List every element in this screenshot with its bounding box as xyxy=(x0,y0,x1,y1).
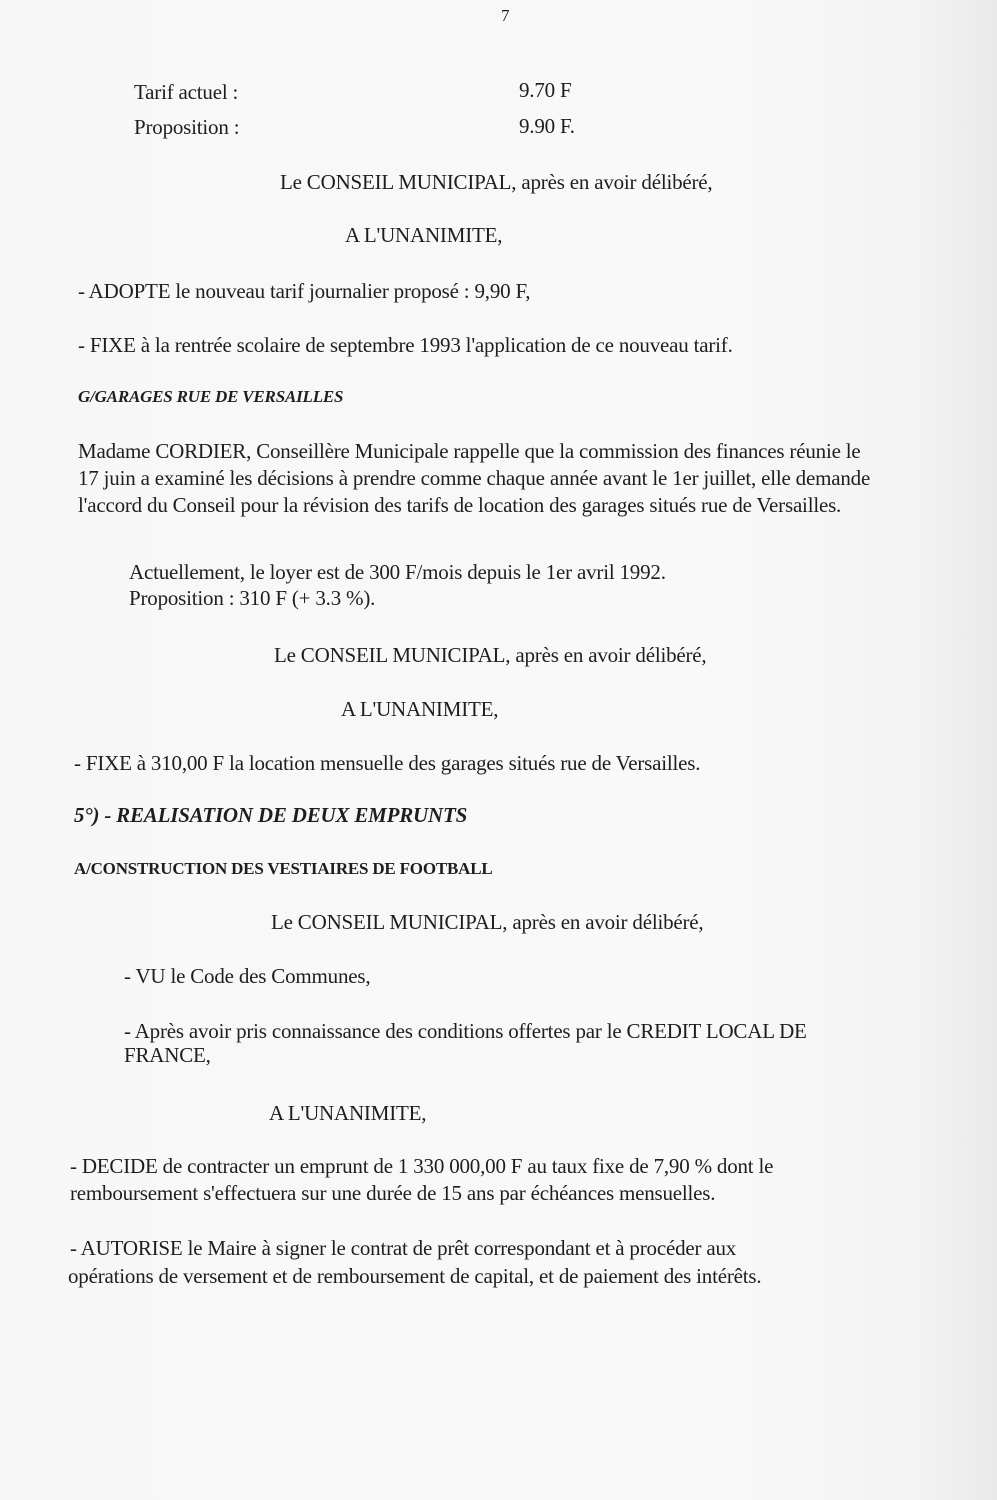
garages-paragraph-line-1: Madame CORDIER, Conseillère Municipale rappelle que la commission des finances réunie le xyxy=(78,439,861,463)
decision-adopte: - ADOPTE le nouveau tarif journalier proposé : 9,90 F, xyxy=(78,279,531,303)
garages-paragraph-line-2: 17 juin a examiné les décisions à prendre comme chaque année avant le 1er juillet, elle demande xyxy=(78,466,871,490)
section-heading-emprunts: 5°) - REALISATION DE DEUX EMPRUNTS xyxy=(74,803,468,827)
decision-fixe-rentree: - FIXE à la rentrée scolaire de septembre 1993 l'application de ce nouveau tarif. xyxy=(78,333,733,357)
page-number: 7 xyxy=(501,6,510,25)
vu-code-communes: - VU le Code des Communes, xyxy=(124,964,371,988)
conseil-deliberation-3: Le CONSEIL MUNICIPAL, après en avoir délibéré, xyxy=(271,910,704,934)
decision-autorise-line-1: - AUTORISE le Maire à signer le contrat de prêt correspondant et à procéder aux xyxy=(70,1236,737,1260)
decision-decide-line-2: remboursement s'effectuera sur une durée de 15 ans par échéances mensuelles. xyxy=(70,1181,716,1205)
apres-connaissance-line-2: FRANCE, xyxy=(124,1043,211,1067)
conseil-deliberation-2: Le CONSEIL MUNICIPAL, après en avoir délibéré, xyxy=(274,643,707,667)
tarif-proposition-value: 9.90 F. xyxy=(519,114,575,138)
tarif-actuel-value: 9.70 F xyxy=(519,78,572,102)
decision-autorise-line-2: opérations de versement et de remboursement de capital, et de paiement des intérêts. xyxy=(68,1264,762,1288)
garages-paragraph-line-3: l'accord du Conseil pour la révision des tarifs de location des garages situés rue de Versailles. xyxy=(78,493,842,517)
garages-loyer-actuel: Actuellement, le loyer est de 300 F/mois depuis le 1er avril 1992. xyxy=(129,560,666,584)
unanimite-2: A L'UNANIMITE, xyxy=(341,697,499,721)
section-heading-garages: G/GARAGES RUE DE VERSAILLES xyxy=(78,387,344,406)
apres-connaissance-line-1: - Après avoir pris connaissance des conditions offertes par le CREDIT LOCAL DE xyxy=(124,1019,807,1043)
conseil-deliberation-1: Le CONSEIL MUNICIPAL, après en avoir délibéré, xyxy=(280,170,713,194)
decision-fixe-location: - FIXE à 310,00 F la location mensuelle des garages situés rue de Versailles. xyxy=(74,751,701,775)
tarif-proposition-label: Proposition : xyxy=(134,115,240,139)
tarif-actuel-label: Tarif actuel : xyxy=(134,80,239,104)
unanimite-1: A L'UNANIMITE, xyxy=(345,223,503,247)
decision-decide-line-1: - DECIDE de contracter un emprunt de 1 330 000,00 F au taux fixe de 7,90 % dont le xyxy=(70,1154,774,1178)
unanimite-3: A L'UNANIMITE, xyxy=(269,1101,427,1125)
garages-proposition: Proposition : 310 F (+ 3.3 %). xyxy=(129,586,376,610)
subheading-vestiaires: A/CONSTRUCTION DES VESTIAIRES DE FOOTBALL xyxy=(74,859,493,878)
